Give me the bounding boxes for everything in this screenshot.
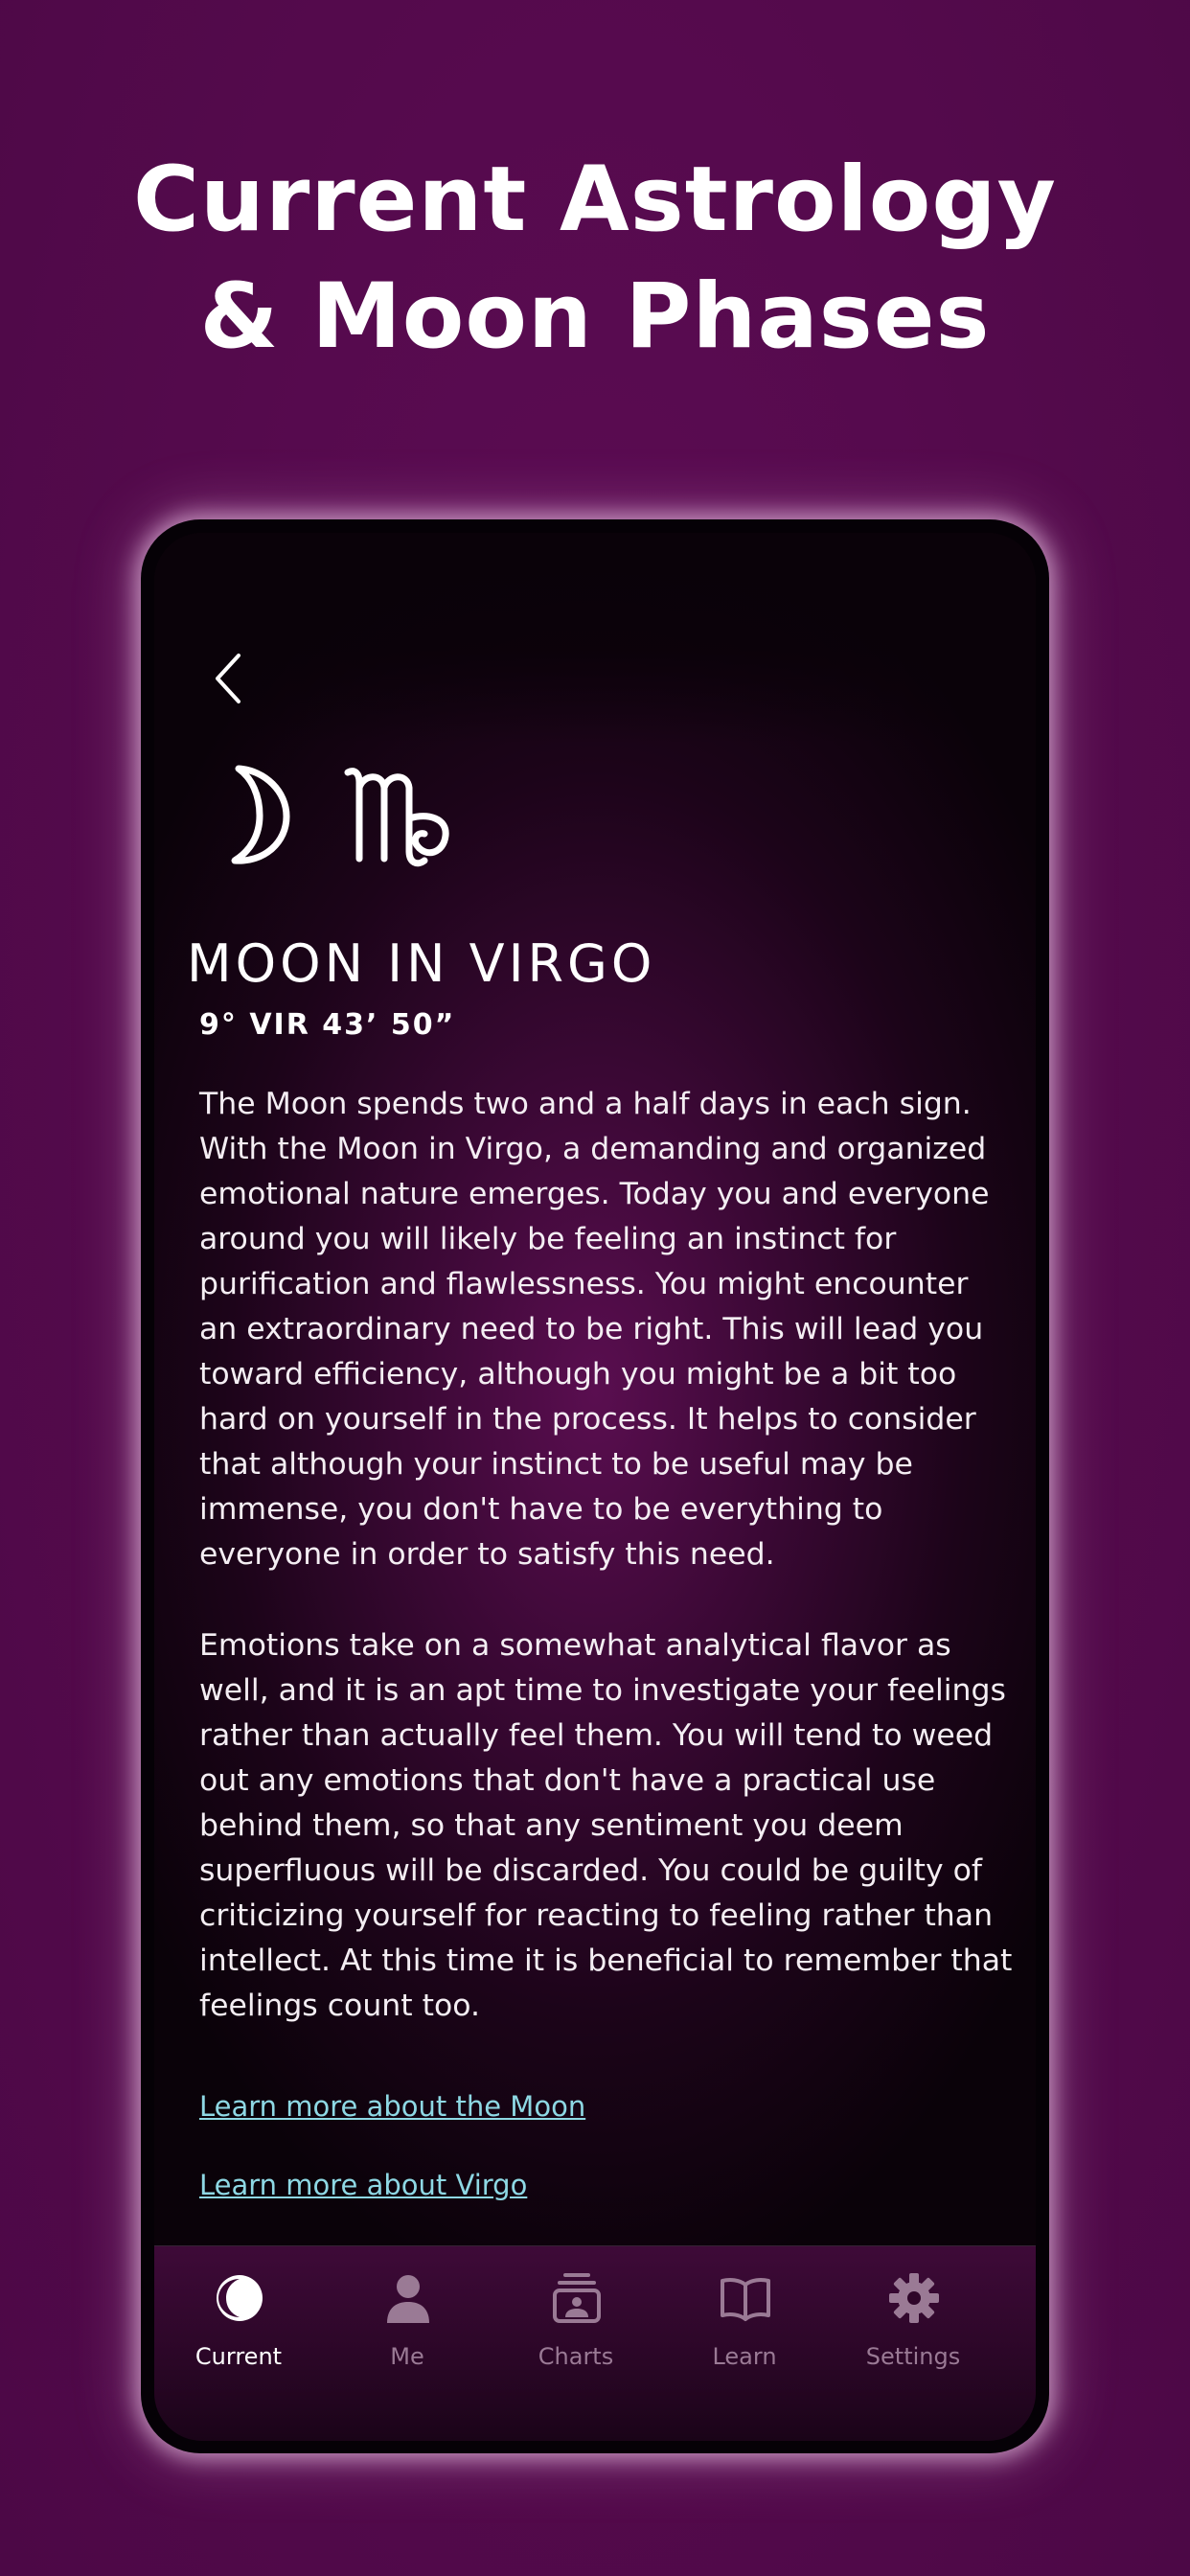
tab-label: Charts [538,2343,614,2370]
tab-label: Settings [865,2343,961,2370]
tab-label: Learn [712,2343,777,2370]
tab-label: Current [195,2343,283,2370]
description-paragraph-1 [199,1082,1004,1577]
moon-position-readout: 9° VIR 43’ 50” [199,1008,456,1042]
text-line: around you will likely be feeling an instinct for [199,1222,897,1256]
tab-current[interactable] [154,2246,323,2390]
text-line: superfluous will be discarded. You could be guilty of [199,1853,983,1888]
text-line: immense, you don't have to be everything to [199,1492,883,1527]
text-line: rather than actually feel them. You will tend to weed [199,1718,994,1753]
gear-icon [889,2271,939,2325]
moon-icon [206,761,294,868]
headline-line-1: Current Astrology [133,148,1057,252]
moon-phase-icon [215,2271,264,2325]
virgo-icon [342,759,457,872]
tab-me[interactable] [323,2246,492,2390]
tab-bar [154,2245,1036,2441]
text-line: Emotions take on a somewhat analytical flavor as [199,1628,951,1663]
text-line: With the Moon in Virgo, a demanding and organized [199,1132,987,1166]
text-line: that although your instinct to be useful may be [199,1447,913,1482]
open-book-icon [721,2271,770,2325]
learn-more-virgo-link[interactable]: Learn more about Virgo [199,2169,528,2201]
text-line: hard on yourself in the process. It helps to consider [199,1402,976,1437]
text-line: emotional nature emerges. Today you and everyone [199,1177,990,1211]
text-line: purification and flawlessness. You might encounter [199,1267,969,1301]
text-line: feelings count too. [199,1989,480,2023]
tab-settings[interactable] [829,2246,997,2390]
text-line: everyone in order to satisfy this need. [199,1537,775,1572]
text-line: intellect. At this time it is beneficial to remember that [199,1944,1013,1978]
tab-learn[interactable] [660,2246,829,2390]
description-paragraph-2 [199,1623,1013,2029]
tab-charts[interactable] [492,2246,660,2390]
text-line: an extraordinary need to be right. This will lead you [199,1312,984,1346]
text-line: well, and it is an apt time to investigate your feelings [199,1673,1006,1708]
learn-more-moon-link[interactable]: Learn more about the Moon [199,2090,586,2123]
charts-stack-icon [552,2271,602,2325]
text-line: criticizing yourself for reacting to feeling rather than [199,1898,994,1933]
headline [0,142,1190,376]
text-line: toward efficiency, although you might be a bit too [199,1357,957,1392]
tab-label: Me [390,2343,424,2370]
screen-top-fade [154,533,1036,744]
text-line: behind them, so that any sentiment you deem [199,1808,904,1843]
back-chevron-icon[interactable] [206,648,252,709]
headline-line-2: & Moon Phases [199,264,991,369]
person-icon [383,2271,433,2325]
page-title: MOON IN VIRGO [187,933,656,994]
text-line: out any emotions that don't have a practical use [199,1763,936,1798]
text-line: The Moon spends two and a half days in each sign. [199,1087,972,1121]
